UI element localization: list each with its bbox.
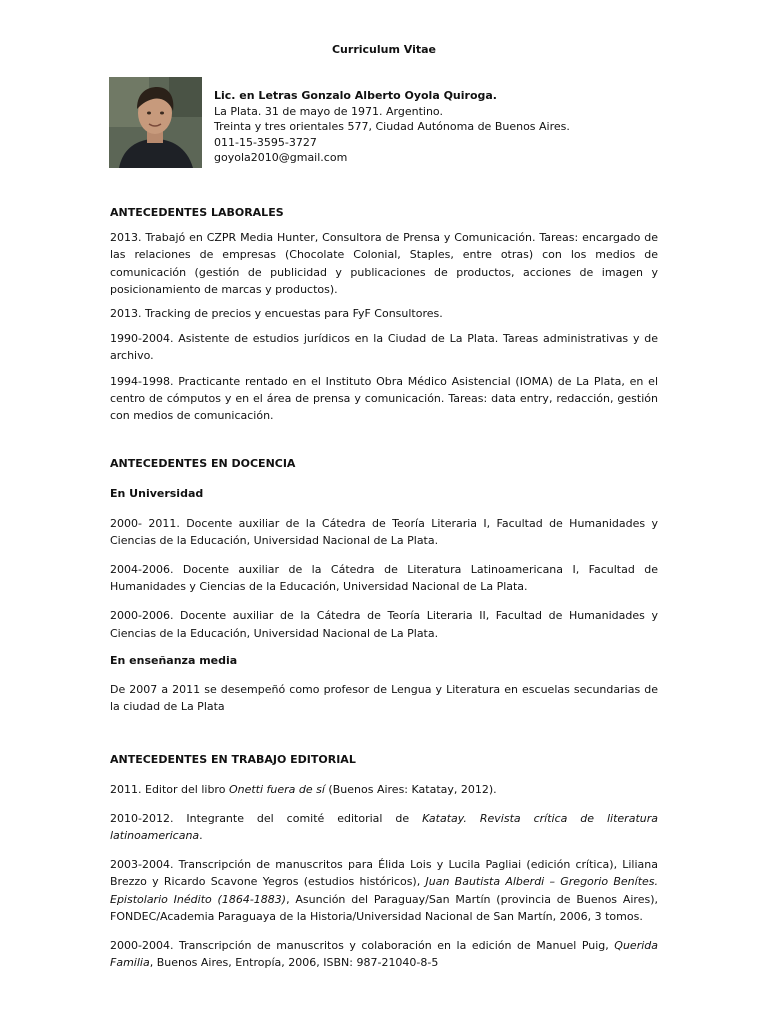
editorial-item [110, 856, 658, 925]
phone-number: 011-15-3595-3727 [214, 135, 317, 149]
section-heading-docencia: ANTECEDENTES EN DOCENCIA [110, 457, 296, 471]
editorial-text: 2003-2004. Transcripción de manuscritos para Élida Lois y Lucila Pagliai (edición crítica), Liliana Brezzo y Ricardo Scavone Yegros (estudios históricos), [110, 858, 658, 889]
editorial-title: Onetti fuera de sí [228, 782, 325, 796]
cv-content [110, 204, 658, 972]
candidate-name: Lic. en Letras Gonzalo Alberto Oyola Quiroga. [214, 89, 497, 102]
editorial-title: Juan Bautista Alberdi – Gregorio Benítes. Epistolario Inédito (1864-1883) [110, 875, 659, 906]
editorial-item [110, 810, 658, 844]
profile-photo [109, 77, 202, 168]
section-heading-editorial: ANTECEDENTES EN TRABAJO EDITORIAL [110, 753, 356, 767]
editorial-text: , Buenos Aires, Entropía, 2006, ISBN: 987-21040-8-5 [149, 956, 439, 970]
editorial-item [110, 937, 658, 971]
editorial-text: , Asunción del Paraguay/San Martín (provincia de Buenos Aires), FONDEC/Academia Paraguaya de la Historia/Universidad Nacional de San Martín, 2006, 3 tomos. [110, 892, 658, 923]
document-title: Curriculum Vitae [331, 43, 436, 56]
profile-photo-image [109, 77, 202, 168]
editorial-title: Querida Familia [110, 939, 658, 970]
laborales-item: 1990-2004. Asistente de estudios jurídicos en la Ciudad de La Plata. Tareas administrativas y de archivo. [110, 332, 658, 363]
editorial-text: 2011. Editor del libro [110, 782, 229, 796]
subheading-universidad: En Universidad [110, 487, 204, 501]
editorial-text: (Buenos Aires: Katatay, 2012). [324, 782, 497, 796]
editorial-text: 2010-2012. Integrante del comité editorial de [110, 811, 423, 825]
contact-block [214, 88, 570, 166]
birth-info: La Plata. 31 de mayo de 1971. Argentino. [214, 104, 443, 118]
email-address: goyola2010@gmail.com [214, 151, 348, 164]
editorial-item [110, 781, 658, 798]
editorial-text: . [199, 829, 203, 843]
laborales-item: 1994-1998. Practicante rentado en el Instituto Obra Médico Asistencial (IOMA) de La Plata, en el centro de cómputos y en el área de prensa y comunicación. Tareas: data entry, redacción, gestión con medios de comunicación. [110, 374, 658, 423]
address: Treinta y tres orientales 577, Ciudad Autónoma de Buenos Aires. [214, 120, 570, 133]
subheading-ensenanza-media: En enseñanza media [110, 653, 238, 667]
editorial-title: Katatay. Revista crítica de literatura latinoamericana [110, 811, 658, 843]
laborales-item: 2013. Tracking de precios y encuestas para FyF Consultores. [110, 307, 443, 321]
section-heading-laborales: ANTECEDENTES LABORALES [110, 206, 284, 219]
laborales-item: 2013. Trabajó en CZPR Media Hunter, Consultora de Prensa y Comunicación. Tareas: encargado de las relaciones de empresas (Chocolate Colonial, Staples, entre otras) con los medios de comunicación (gestión de publicidad y publicaciones de productos, acciones de imagen y posicionamiento de marcas y productos). [110, 231, 658, 296]
editorial-text: 2000-2004. Transcripción de manuscritos y colaboración en la edición de Manuel Puig, [110, 939, 615, 953]
docencia-item: 2000-2006. Docente auxiliar de la Cátedra de Teoría Literaria II, Facultad de Humanidades y Ciencias de la Educación, Universidad Nacional de La Plata. [110, 609, 658, 640]
docencia-item: 2000- 2011. Docente auxiliar de la Cátedra de Teoría Literaria I, Facultad de Humanidades y Ciencias de la Educación, Universidad Nacional de La Plata. [110, 516, 658, 547]
docencia-item: 2004-2006. Docente auxiliar de la Cátedra de Literatura Latinoamericana I, Facultad de Humanidades y Ciencias de la Educación, Universidad Nacional de La Plata. [110, 563, 658, 594]
docencia-media-item: De 2007 a 2011 se desempeñó como profesor de Lengua y Literatura en escuelas secundarias de la ciudad de La Plata [110, 683, 658, 714]
